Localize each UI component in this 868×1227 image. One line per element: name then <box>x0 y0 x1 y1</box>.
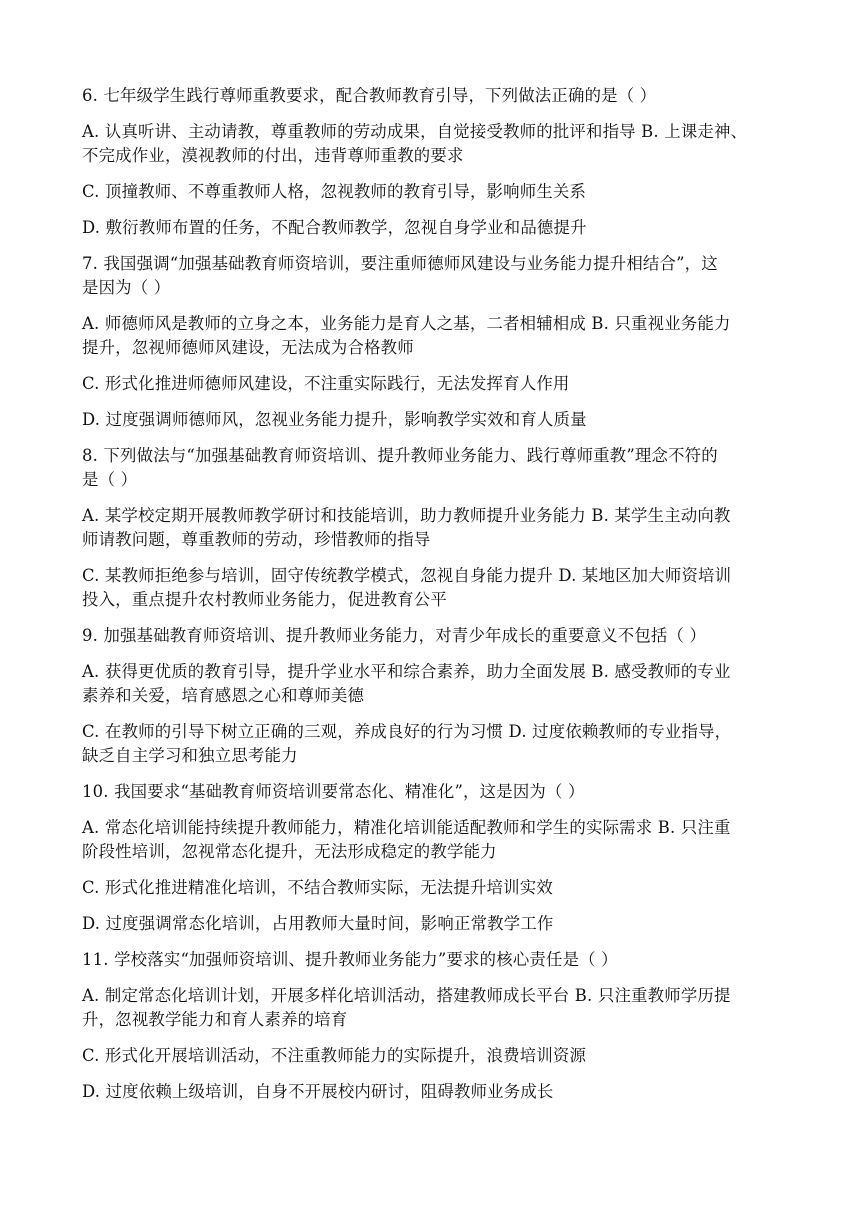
question-stem: 11. 学校落实“加强师资培训、提升教师业务能力”要求的核心责任是（ ） <box>82 950 618 969</box>
spacer <box>82 900 812 912</box>
question-block <box>82 768 812 936</box>
answer-option: 阶段性培训，忽视常态化提升，无法形成稳定的教学能力 <box>82 842 497 861</box>
answer-option: C. 在教师的引导下树立正确的三观，养成良好的行为习惯 D. 过度依赖教师的专业指导， <box>82 722 732 741</box>
question-block <box>82 936 812 1104</box>
answer-option: A. 师德师风是教师的立身之本，业务能力是育人之基，二者相辅相成 B. 只重视业务能力 <box>82 314 731 333</box>
answer-option: C. 某教师拒绝参与培训，固守传统教学模式，忽视自身能力提升 D. 某地区加大师资培训 <box>82 566 732 585</box>
answer-option: C. 形式化推进精准化培训，不结合教师实际，无法提升培训实效 <box>82 878 553 897</box>
answer-option: A. 常态化培训能持续提升教师能力，精准化培训能适配教师和学生的实际需求 B. 只注重 <box>82 818 731 837</box>
spacer <box>82 1032 812 1044</box>
spacer <box>82 972 812 984</box>
answer-option: C. 形式化开展培训活动，不注重教师能力的实际提升，浪费培训资源 <box>82 1046 587 1065</box>
answer-option: A. 获得更优质的教育引导，提升学业水平和综合素养，助力全面发展 B. 感受教师的专业 <box>82 662 731 681</box>
spacer <box>82 240 812 252</box>
answer-option: D. 过度依赖上级培训，自身不开展校内研讨，阻碍教师业务成长 <box>82 1082 554 1101</box>
answer-option: A. 某学校定期开展教师教学研讨和技能培训，助力教师提升业务能力 B. 某学生主动向教 <box>82 506 731 525</box>
spacer <box>82 204 812 216</box>
spacer <box>82 648 812 660</box>
question-block <box>82 612 812 768</box>
spacer <box>82 300 812 312</box>
question-stem: 9. 加强基础教育师资培训、提升教师业务能力，对青少年成长的重要意义不包括（ ） <box>82 626 707 645</box>
spacer <box>82 1068 812 1080</box>
spacer <box>82 360 812 372</box>
spacer <box>82 396 812 408</box>
spacer <box>82 168 812 180</box>
spacer <box>82 768 812 780</box>
question-stem: 7. 我国强调“加强基础教育师资培训，要注重师德师风建设与业务能力提升相结合”，这 <box>82 254 718 273</box>
spacer <box>82 936 812 948</box>
question-block <box>82 432 812 612</box>
answer-option: C. 顶撞教师、不尊重教师人格，忽视教师的教育引导，影响师生关系 <box>82 182 587 201</box>
spacer <box>82 492 812 504</box>
spacer <box>82 708 812 720</box>
answer-option: 投入，重点提升农村教师业务能力，促进教育公平 <box>82 590 447 609</box>
question-stem: 是（ ） <box>82 470 138 489</box>
answer-option: 师请教问题，尊重教师的劳动，珍惜教师的指导 <box>82 530 431 549</box>
question-block <box>82 240 812 432</box>
answer-option: A. 制定常态化培训计划，开展多样化培训活动，搭建教师成长平台 B. 只注重教师学历提 <box>82 986 731 1005</box>
spacer <box>82 804 812 816</box>
answer-option: 提升，忽视师德师风建设，无法成为合格教师 <box>82 338 414 357</box>
answer-option: 缺乏自主学习和独立思考能力 <box>82 746 298 765</box>
answer-option: C. 形式化推进师德师风建设，不注重实际践行，无法发挥育人作用 <box>82 374 570 393</box>
answer-option: 不完成作业，漠视教师的付出，违背尊师重教的要求 <box>82 146 464 165</box>
spacer <box>82 108 812 120</box>
answer-option: 素养和关爱，培育感恩之心和尊师美德 <box>82 686 365 705</box>
question-stem: 10. 我国要求“基础教育师资培训要常态化、精准化”，这是因为（ ） <box>82 782 585 801</box>
question-stem: 6. 七年级学生践行尊师重教要求，配合教师教育引导，下列做法正确的是（ ） <box>82 86 657 105</box>
spacer <box>82 552 812 564</box>
question-stem: 是因为（ ） <box>82 278 171 297</box>
answer-option: 升，忽视教学能力和育人素养的培育 <box>82 1010 348 1029</box>
spacer <box>82 864 812 876</box>
spacer <box>82 612 812 624</box>
answer-option: A. 认真听讲、主动请教，尊重教师的劳动成果，自觉接受教师的批评和指导 B. 上课走神、 <box>82 122 748 141</box>
question-block <box>82 84 812 240</box>
answer-option: D. 过度强调常态化培训，占用教师大量时间，影响正常教学工作 <box>82 914 554 933</box>
spacer <box>82 432 812 444</box>
answer-option: D. 过度强调师德师风，忽视业务能力提升，影响教学实效和育人质量 <box>82 410 587 429</box>
question-stem: 8. 下列做法与“加强基础教育师资培训、提升教师业务能力、践行尊师重教”理念不符的 <box>82 446 718 465</box>
answer-option: D. 敷衍教师布置的任务，不配合教师教学，忽视自身学业和品德提升 <box>82 218 587 237</box>
